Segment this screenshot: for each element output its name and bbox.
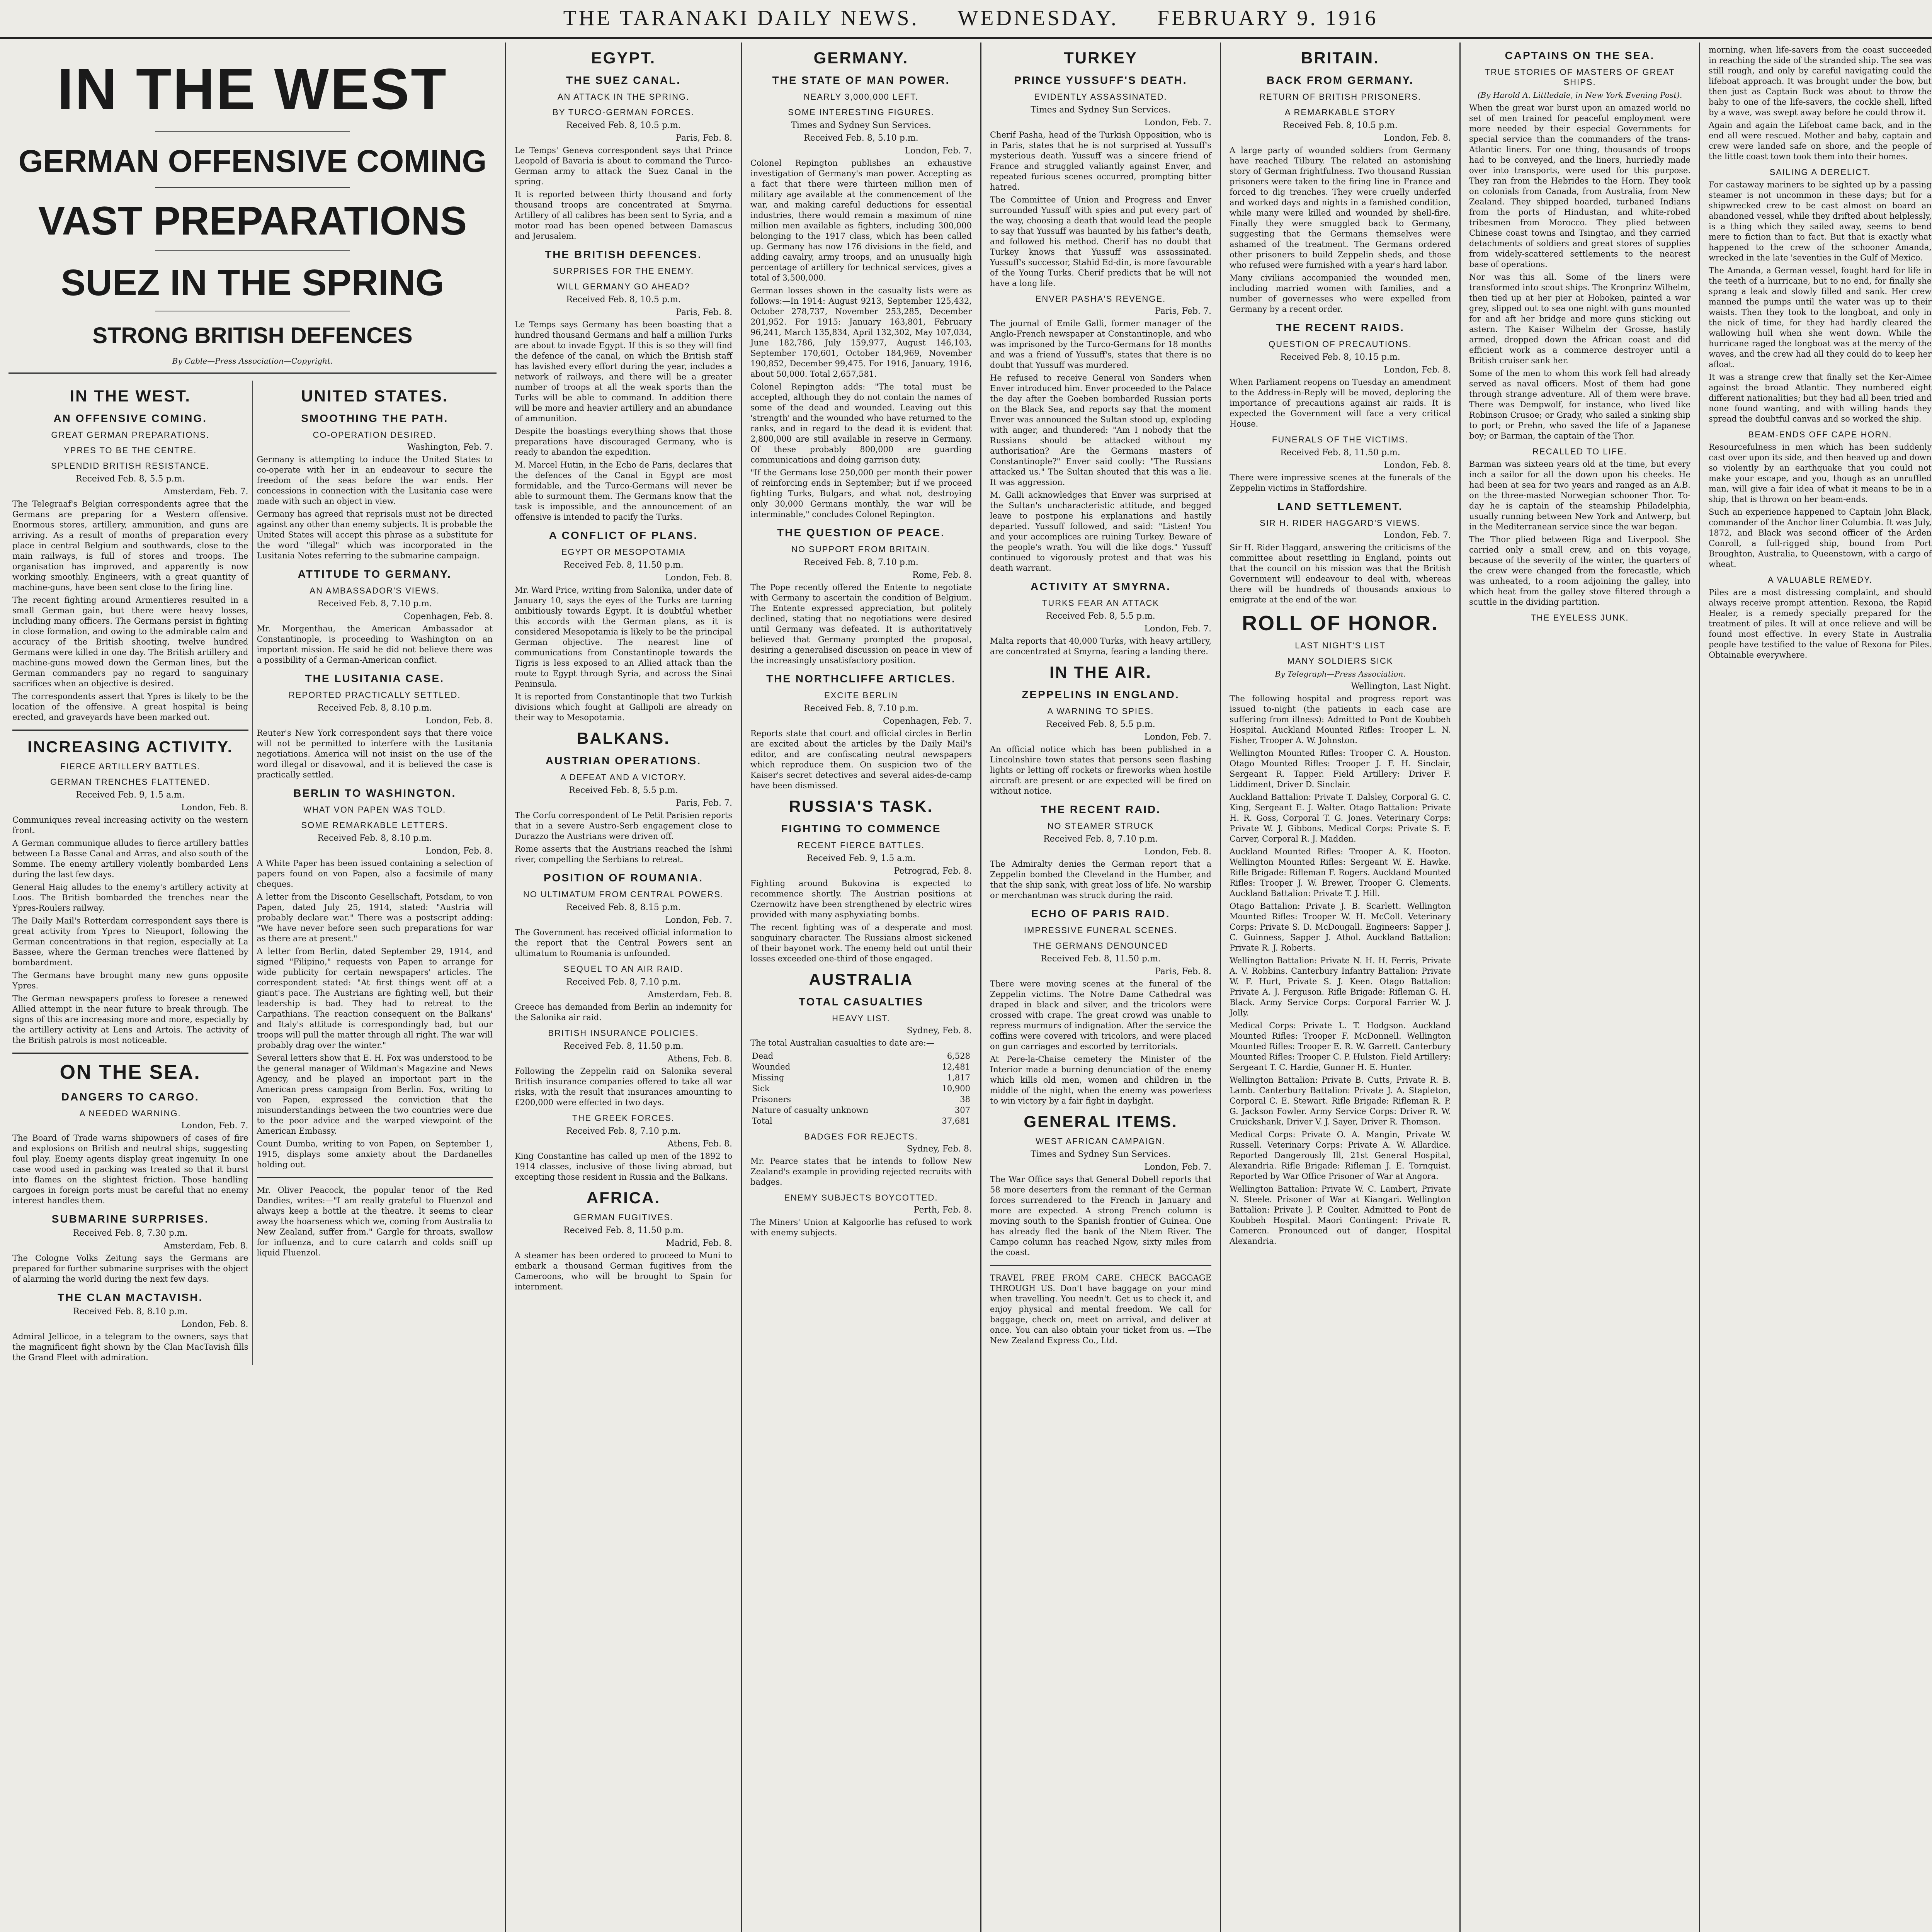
article-subheading: AN AMBASSADOR'S VIEWS. [310, 586, 440, 595]
article-subheading: MANY SOLDIERS SICK [1287, 656, 1393, 666]
received-line: Received Feb. 8, 11.50 p.m. [1280, 448, 1400, 457]
article-paragraph: A German communique alludes to fierce artillery battles between La Basse Canal and Arras, and also south of the Somme. The enemy artillery violently bombarded Lens during the last few days. [12, 838, 248, 879]
article-subheading: RETURN OF BRITISH PRISONERS. [1259, 92, 1422, 102]
place-line: London, Feb. 8. [181, 803, 248, 813]
article-subheading: THE SUEZ CANAL. [566, 74, 681, 86]
article-subheading: EGYPT OR MESOPOTAMIA [561, 547, 686, 557]
place-line: London, Feb. 7. [1144, 624, 1211, 634]
place-line: London, Feb. 7. [1384, 531, 1451, 540]
article-paragraph: Medical Corps: Private O. A. Mangin, Private W. Russell. Veterinary Corps: Private A. W. Allardice. Reported Dangerously Ill, 21st General Hospital, Alexandria. Rifle Brigade: Rifleman J. E. Tornquist. Reported by War Office Prisoner of War at Angora. [1230, 1130, 1451, 1181]
article-paragraph: A letter from Berlin, dated September 29, 1914, and signed "Filipino," requests von Papen to arrange for wide publicity for certain newspapers' articles. The correspondent stated: "At first things went off at a giant's pace. The Austrians are fighting well, but their leadership is bad. They had to retreat to the Carpathians. The reaction consequent on the Balkans' and Italy's attitude is correspondingly bad, but our troops will pull the matter through all right. The war will probably drag over the winter." [257, 947, 493, 1050]
article-paragraph: The Telegraaf's Belgian correspondents agree that the Germans are preparing for a Western offensive. Enormous stores, artillery, ammunition, and guns are arriving. As a result of months of preparation every place in central Belgium and southwards, close to the main railways, is full of stores and troops. The organisation has improved, and apparently is now working smoothly. Engineers, with a great quantity of machine-guns, have been sent close to the firing line. [12, 499, 248, 592]
casualty-value: 1,817 [947, 1073, 970, 1082]
section-heading: BEAM-ENDS OFF CAPE HORN. [1748, 430, 1892, 439]
received-line: Received Feb. 8, 8.10 p.m. [317, 833, 432, 843]
article-subheading: QUESTION OF PRECAUTIONS. [1269, 339, 1412, 349]
place-line: Athens, Feb. 8. [667, 1054, 732, 1064]
advertisement-travel: TRAVEL FREE FROM CARE. CHECK BAGGAGE THROUGH US. Don't have baggage on your mind when travelling. You needn't. Get us to check it, and enjoy physical and mental freedom. We call for baggage, check on, meet on arrival, and deliver at once. You can also obtain your ticket from us. —The New Zealand Express Co., Ltd. [990, 1273, 1211, 1345]
masthead-date: FEBRUARY 9. 1916 [1157, 6, 1378, 30]
article-paragraph: Piles are a most distressing complaint, and should always receive prompt attention. Rexona, the Rapid Healer, is a remedy specially prepared for the treatment of piles. It will at once relieve and will be found most effective. In every State in Australia people have testified to the value of Rexona for Piles. Obtainable everywhere. [1709, 588, 1932, 660]
place-line: London, Feb. 8. [425, 716, 493, 726]
article-subheading: AN ATTACK IN THE SPRING. [557, 92, 690, 102]
article-paragraph: Germany has agreed that reprisals must not be directed against any other than enemy subjects. It is probable the United States will accept this phrase as a substitute for the word "illegal" which was incorporated in the Lusitania Notes referring to the submarine campaign. [257, 509, 493, 560]
article-paragraph: It is reported from Constantinople that two Turkish divisions which fought at Gallipoli are already on their way to Mesopotamia. [515, 692, 732, 722]
article-paragraph: Admiral Jellicoe, in a telegram to the owners, says that the magnificent fight shown by the Clan MacTavish fills the Grand Fleet with admiration. [12, 1332, 248, 1362]
article-paragraph: Mr. Ward Price, writing from Salonika, under date of January 10, says the eyes of the Turks are turning ambitiously towards Egypt. It is doubtful whether this accords with the German plans, as it is considered Mesopotamia is likely to be the principal German objective. The nearest line of communications from Constantinople towards the Tigris is less exposed to an Allied attack than the route to Egypt through Syria, and across the Sinai Peninsula. [515, 585, 732, 689]
casualty-label: Dead [752, 1051, 774, 1061]
article-subheading: NO SUPPORT FROM BRITAIN. [791, 544, 931, 554]
article-heading: ECHO OF PARIS RAID. [1031, 908, 1170, 920]
article-paragraph: A letter from the Disconto Gesellschaft, Potsdam, to von Papen, dated July 25, 1914, stated: "Austria will probably declare war." There was a postscript adding: "We have never before seen such preparations for war as there are at present." [257, 892, 493, 943]
article-heading: BRITISH INSURANCE POLICIES. [548, 1028, 699, 1038]
place-line: Rome, Feb. 8. [912, 570, 972, 580]
article-subheading: WEST AFRICAN CAMPAIGN. [1036, 1136, 1166, 1146]
place-line: Petrograd, Feb. 8. [894, 866, 972, 876]
article-subheading: SOME REMARKABLE LETTERS. [301, 820, 449, 830]
divider [257, 1177, 493, 1178]
article-subheading: DANGERS TO CARGO. [61, 1091, 199, 1103]
article-paragraph: The Germans have brought many new guns opposite Ypres. [12, 971, 248, 990]
article-paragraph: Wellington Battalion: Private B. Cutts, Private R. B. Lamb. Canterbury Battalion: Private J. A. Stapleton, Corporal C. E. Stewart. Rifle Brigade: Rifleman R. P. G. Jackson Fowler. Army Service Corps: Driver R. W. Cruickshank, Driver V. J. Sayer, Driver R. Thomson. [1230, 1075, 1451, 1126]
divider [9, 372, 497, 374]
article-heading: BERLIN TO WASHINGTON. [293, 787, 456, 799]
place-line: Wellington, Last Night. [1351, 682, 1451, 691]
article-paragraph: A steamer has been ordered to proceed to Muni to embark a thousand German fugitives from the Cameroons, who will be brought to Spain for internment. [515, 1251, 732, 1291]
article-paragraph: Malta reports that 40,000 Turks, with heavy artillery, are concentrated at Smyrna, fearing a landing there. [990, 636, 1211, 656]
article-paragraph: There were moving scenes at the funeral of the Zeppelin victims. The Notre Dame Cathedral was draped in black and silver, and the tricolors were crossed with crape. The great crowd was unable to repress murmurs of indignation. After the service the coffins were covered with tricolors, and were placed on gun carriages and escorted by territorials. [990, 979, 1211, 1051]
article-heading: FUNERALS OF THE VICTIMS. [1272, 435, 1409, 444]
place-line: Paris, Feb. 8. [1155, 967, 1211, 976]
source-line: Times and Sydney Sun Services. [1031, 1150, 1171, 1159]
article-paragraph: The Committee of Union and Progress and Enver surrounded Yussuff with spies and put every part of the way, choosing a death that would lead the people to say that Yussuff was haunted by his father's death, and followed his method. Cherif has no doubt that Turkey knows that Yussuff was assassinated. Yussuff's successor, Stahid Ed-din, is more favourable of the Young Turks. Cherif predicts that he will not have a long life. [990, 195, 1211, 288]
article-paragraph: Rome asserts that the Austrians reached the Ishmi river, compelling the Serbians to retreat. [515, 844, 732, 864]
article-subheading: TURKS FEAR AN ATTACK [1042, 598, 1160, 608]
article-paragraph: Nor was this all. Some of the liners were transformed into scout ships. The Kronprinz Wilhelm, then tied up at her pier at Hoboken, painted a war grey, slipped out to sea one night with guns mounted for and aft her bridge and more guns sticking out astern. The Kaiser Wilhelm der Grosse, hastily armed, dropped down the African coast and did efficient work as a commerce destroyer until a British cruiser sank her. [1469, 272, 1690, 365]
article-subheading: EVIDENTLY ASSASSINATED. [1034, 92, 1167, 102]
banner-strong-defences: STRONG BRITISH DEFENCES [92, 323, 413, 348]
article-heading: ON THE SEA. [60, 1061, 201, 1083]
place-line: Amsterdam, Feb. 7. [163, 487, 248, 497]
article-paragraph: For castaway mariners to be sighted up by a passing steamer is not uncommon in these days; but for a shipwrecked crew to be cast almost on board an abandoned vessel, while they drifted about helplessly, is a thing which they sailed away, seems to bend mere to fiction than to fact. But that is exactly what happened to the crew of the schooner Amanda, wrecked in the late 'seventies in the Gulf of Mexico. [1709, 180, 1932, 262]
article-paragraph: Communiques reveal increasing activity on the western front. [12, 815, 248, 835]
divider [155, 131, 350, 132]
article-heading: AFRICA. [586, 1189, 661, 1207]
place-line: London, Feb. 7. [181, 1121, 248, 1131]
article-paragraph: The German newspapers profess to foresee a renewed Allied attempt in the near future to break through. The signs of this are increasing more and more, especially by the artillery activity at Lens and Artois. The activity of the British patrols is most noticeable. [12, 994, 248, 1045]
received-line: Received Feb. 8, 5.5 p.m. [1046, 611, 1155, 621]
article-heading: POSITION OF ROUMANIA. [544, 872, 703, 884]
article-paragraph: Sir H. Rider Haggard, answering the criticisms of the committee about resettling in England, points out that the council on his mission was that the British Government will endeavour to deal with, whereas there will be hundreds of thousands anxious to emigrate at the end of the war. [1230, 543, 1451, 604]
received-line: Received Feb. 8, 11.50 p.m. [563, 1226, 684, 1235]
article-paragraph: The correspondents assert that Ypres is likely to be the location of the offensive. A great hospital is being erected, and graveyards have been marked out. [12, 692, 248, 722]
casualty-label: Wounded [752, 1062, 791, 1071]
casualty-label: Nature of casualty unknown [752, 1105, 869, 1115]
article-subheading: SURPRISES FOR THE ENEMY. [553, 266, 694, 276]
article-paragraph: An official notice which has been published in a Lincolnshire town states that persons seen flashing lights or letting off rockets or fireworks when hostile aircraft are present or are expected will be fired on without notice. [990, 745, 1211, 796]
article-paragraph: Auckland Battalion: Private T. Dalsley, Corporal G. C. King, Sergeant E. J. Walter. Otago Battalion: Private H. R. Goss, Corporal T. G. Jones. Veterinary Corps: Private W. J. Gibbons. Medical Corps: Private S. F. Carver, Corporal R. J. Madden. [1230, 793, 1451, 844]
column-1a [9, 381, 253, 1365]
article-subheading: AUSTRIAN OPERATIONS. [545, 755, 702, 767]
article-paragraph: M. Galli acknowledges that Enver was surprised at the Sultan's uncharacteristic attitude, and begged leave to postpone his explanations and hastily departed. Yussuff followed, and said: "Listen! You and your accomplices are ruining Turkey. Beware of the people's wrath. You will die like dogs." Yussuff continued to vigorously protest and that was his death warrant. [990, 490, 1211, 573]
article-paragraph: Germany is attempting to induce the United States to co-operate with her in an endeavour to secure the freedom of the seas before the war ends. Her concessions in connection with the Lusitania case were made with such an object in view. [257, 455, 493, 506]
article-paragraph: The journal of Emile Galli, former manager of the Anglo-French newspaper at Constantinople, and who was imprisoned by the Turco-Germans for 18 months and was a friend of Yussuff's, states that there is no doubt that Yussuff was murdered. [990, 319, 1211, 370]
place-line: Sydney, Feb. 8. [906, 1026, 972, 1036]
article-paragraph: Following the Zeppelin raid on Salonika several British insurance companies offered to take all war risks, with the result that insurances amounting to £200,000 were effected in two days. [515, 1066, 732, 1107]
article-heading: BADGES FOR REJECTS. [804, 1132, 918, 1141]
article-subheading: GERMAN FUGITIVES. [573, 1213, 673, 1222]
byline: By Telegraph—Press Association. [1275, 669, 1406, 679]
article-heading: CAPTAINS ON THE SEA. [1505, 49, 1655, 61]
article-subheading: SIR H. RIDER HAGGARD'S VIEWS. [1260, 518, 1421, 528]
article-subheading: SOME INTERESTING FIGURES. [788, 107, 934, 117]
casualty-row [750, 1061, 972, 1072]
received-line: Received Feb. 8, 7.10 p.m. [804, 704, 918, 713]
article-paragraph: When Parliament reopens on Tuesday an amendment to the Address-in-Reply will be moved, deploring the importance of precautions against air raids. It is expected the Government will face a very critical House. [1230, 378, 1451, 429]
received-line: Received Feb. 8, 5.5 p.m. [569, 786, 678, 795]
article-subheading: TOTAL CASUALTIES [799, 996, 923, 1008]
casualty-label: Missing [752, 1073, 784, 1082]
article-paragraph: "If the Germans lose 250,000 per month their power of reinforcing ends in September; but if we proceed fighting Turks, Bulgars, and what not, destroying only 30,000 Germans monthly, the war will be interminable," concludes Colonel Repington. [750, 468, 972, 519]
place-line: Sydney, Feb. 8. [906, 1144, 972, 1154]
article-paragraph: Despite the boastings everything shows that those preparations have discouraged Germany, who is ready to abandon the expedition. [515, 427, 732, 457]
article-paragraph: Greece has demanded from Berlin an indemnity for the Salonika air raid. [515, 1002, 732, 1022]
article-subheading: AN OFFENSIVE COMING. [53, 412, 207, 424]
casualty-row [750, 1083, 972, 1094]
casualty-value: 37,681 [942, 1116, 970, 1126]
received-line: Received Feb. 8, 5.10 p.m. [804, 133, 918, 143]
received-line: Received Feb. 8, 10.5 p.m. [1283, 121, 1398, 130]
article-paragraph: Reports state that court and official circles in Berlin are excited about the articles by the Daily Mail's editor, and are confiscating neutral newspapers which reproduce them. On suspicion two of the Kaiser's secret detectives and several aides-de-camp have been dismissed. [750, 729, 972, 790]
article-subheading: EXCITE BERLIN [824, 690, 898, 700]
article-paragraph: The War Office says that General Dobell reports that 58 more deserters from the remnant of the German forces surrendered to the French in January and more are expected. A strong French column is moving south to the Spanish frontier of Guinea. One has already fled the bank of the Ntem River. The Campo column has reached Ngow, sixty miles from the coast. [990, 1175, 1211, 1257]
article-subheading: HEAVY LIST. [832, 1014, 890, 1023]
article-paragraph: Colonel Repington adds: "The total must be accepted, although they do not contain the names of some of the dead and wounded. Leaving out this 'strength' and the wounded who have returned to the ranks, and in regard to the dead it is evident that 2,800,000 are still available in reserve in Germany. Of these probably 800,000 are guarding communications and doing garrison duty. [750, 382, 972, 464]
casualty-row [750, 1094, 972, 1105]
article-heading: GENERAL ITEMS. [1024, 1112, 1178, 1131]
article-subheading: SPLENDID BRITISH RESISTANCE. [51, 461, 210, 471]
article-paragraph: Fighting around Bukovina is expected to recommence shortly. The Austrian positions at Czernowitz have been strengthened by electric wires provided with many asphyxiating bombs. [750, 879, 972, 919]
article-paragraph: morning, when life-savers from the coast succeeded in reaching the side of the stranded ship. The sea was still rough, and only by careful navigating could the lifeboat approach. It was brought under the bow, but then just as Captain Buck was about to throw the baby to one of the life-savers, the cockle shell, lifted by a wave, was swept away before he could throw it. [1709, 45, 1932, 117]
casualty-row [750, 1051, 972, 1061]
divider [155, 187, 350, 188]
casualty-row [750, 1116, 972, 1126]
article-paragraph: Several letters show that E. H. Fox was understood to be the general manager of Wildman's Magazine and News Agency, and he played an important part in the American press campaign from Berlin. Fox, writing to von Papen, expressed the conviction that the misunderstandings between the two countries were due to the poor advice and the warped viewpoint of the American Embassy. [257, 1053, 493, 1136]
article-heading: ENVER PASHA'S REVENGE. [1035, 294, 1166, 304]
received-line: Received Feb. 8, 8.15 p.m. [566, 903, 681, 912]
article-heading: THE LUSITANIA CASE. [305, 672, 444, 684]
article-subheading: THE GERMANS DENOUNCED [1032, 941, 1169, 951]
article-subheading: BACK FROM GERMANY. [1267, 74, 1414, 86]
article-heading: TURKEY [1064, 49, 1138, 67]
casualty-row [750, 1072, 972, 1083]
article-heading: THE GREEK FORCES. [572, 1113, 675, 1123]
divider [12, 1053, 248, 1054]
article-paragraph: The Admiralty denies the German report that a Zeppelin bombed the Cleveland in the Humber, and that the ship sank, with great loss of life. No warship or merchantman was struck during the raid. [990, 859, 1211, 900]
received-line: Received Feb. 9, 1.5 a.m. [806, 854, 916, 863]
casualty-label: Prisoners [752, 1095, 791, 1104]
article-paragraph: The Board of Trade warns shipowners of cases of fire and explosions on British and neutral ships, suggesting foul play. Enemy agents display great ingenuity. In one case wood used in packing was treated so that it burst into flames on the slightest friction. Those handling cargoes in foreign ports must be careful that no enemy interest handles them. [12, 1133, 248, 1205]
article-heading: ENEMY SUBJECTS BOYCOTTED. [784, 1193, 938, 1202]
place-line: London, Feb. 7. [1144, 1162, 1211, 1172]
article-subheading: PRINCE YUSSUFF'S DEATH. [1014, 74, 1187, 86]
article-heading: THE RECENT RAID. [1041, 803, 1161, 815]
divider [12, 730, 248, 731]
casualty-label: Total [752, 1116, 772, 1126]
article-subheading: IMPRESSIVE FUNERAL SCENES. [1024, 925, 1178, 935]
source-line: Times and Sydney Sun Services. [791, 121, 931, 130]
article-subheading: BY TURCO-GERMAN FORCES. [553, 107, 694, 117]
place-line: London, Feb. 7. [905, 146, 972, 156]
article-paragraph: Cherif Pasha, head of the Turkish Opposition, who is in Paris, states that he is not surprised at Yussuff's mysterious death. Yussuff was a sincere friend of France and struggled valiantly against Enver, and repeated furious scenes occurred, prompting bitter hatred. [990, 130, 1211, 192]
article-subheading: ZEPPELINS IN ENGLAND. [1022, 689, 1180, 701]
divider [155, 250, 350, 251]
article-paragraph: Barman was sixteen years old at the time, but every inch a sailor for all the down upon his cheeks. He had been at sea for two years and ranged as an A.B. on the three-masted Norwegian schooner Thor. To-day he is captain of the steamship Philadelphia, usually running between New York and Antwerp, but in the Mediterranean service since the war began. [1469, 459, 1690, 531]
column-britain [1221, 43, 1461, 1932]
article-subheading: CO-OPERATION DESIRED. [313, 430, 437, 440]
place-line: Amsterdam, Feb. 8. [648, 990, 732, 1000]
article-subheading: REPORTED PRACTICALLY SETTLED. [288, 690, 461, 700]
column-1b [253, 381, 497, 1365]
article-paragraph: The Cologne Volks Zeitung says the Germans are prepared for further submarine surprises with the object of alarming the world during the next few days. [12, 1253, 248, 1284]
article-heading: THE NORTHCLIFFE ARTICLES. [766, 673, 956, 685]
article-heading: UNITED STATES. [301, 387, 449, 405]
article-subheading: SMOOTHING THE PATH. [301, 412, 449, 424]
column-captains [1461, 43, 1700, 1932]
article-heading: IN THE AIR. [1049, 663, 1152, 681]
article-paragraph: The recent fighting around Armentieres resulted in a small German gain, but there were heavy losses, including many officers. The Germans persist in fighting in close formation, and owing to the admirable calm and accuracy of the British shooting, twelve hundred Germans were killed in one day. The British artillery and machine-guns mowed down the German lines, but the German commanders pay no regard to sanguinary sacrifices when an objective is desired. [12, 595, 248, 688]
article-paragraph: The recent fighting was of a desperate and most sanguinary character. The Russians almost sickened of their bayonet work. The enemy held out until their losses exceeded one-third of those engaged. [750, 923, 972, 963]
received-line: Received Feb. 8, 7.10 p.m. [804, 558, 918, 567]
article-heading: SEQUEL TO AN AIR RAID. [563, 964, 684, 974]
article-paragraph: Many civilians accompanied the wounded men, including married women with families, and a number of governesses who were expelled from Germany by a recent order. [1230, 273, 1451, 314]
article-paragraph: It is reported between thirty thousand and forty thousand troops are concentrated at Smyrna. Artillery of all calibres has been sent to Syria, and a motor road has been opened between Damascus and Jerusalem. [515, 190, 732, 241]
place-line: Perth, Feb. 8. [913, 1205, 972, 1215]
masthead-paper: THE TARANAKI DAILY NEWS. [563, 6, 919, 30]
place-line: London, Feb. 7. [1144, 118, 1211, 128]
article-subheading: A DEFEAT AND A VICTORY. [560, 772, 687, 782]
received-line: Received Feb. 8, 10.15 p.m. [1280, 352, 1400, 362]
article-heading: THE RECENT RAIDS. [1276, 321, 1405, 333]
article-paragraph: King Constantine has called up men of the 1892 to 1914 classes, inclusive of those living abroad, but excepting those resident in Russia and the Balkans. [515, 1151, 732, 1182]
place-line: London, Feb. 8. [1384, 365, 1451, 375]
article-paragraph: Wellington Battalion: Private N. H. H. Ferris, Private A. V. Robbins. Canterbury Infantry Battalion: Private W. F. Hurt, Private S. J. Keen. Otago Battalion: Private A. J. Ferguson. Rifle Brigade: Rifleman G. H. Black. Army Service Corps: Corporal Farrier W. J. Jolly. [1230, 956, 1451, 1017]
article-heading: IN THE WEST. [70, 387, 191, 405]
article-paragraph: Otago Battalion: Private J. B. Scarlett. Wellington Mounted Rifles: Trooper W. H. McColl. Veterinary Corps: Private S. D. McDougall. Engineers: Sapper J. C. Guinness, Sapper J. Athol. Auckland Battalion: Private R. J. Roberts. [1230, 901, 1451, 952]
article-paragraph: There were impressive scenes at the funerals of the Zeppelin victims in Staffordshire. [1230, 473, 1451, 493]
article-paragraph: Mr. Morgenthau, the American Ambassador at Constantinople, is proceeding to Washington on an important mission. He said he did not believe there was a possibility of a German-American conflict. [257, 624, 493, 665]
received-line: Received Feb. 8, 11.50 p.m. [1041, 954, 1161, 964]
article-paragraph: Wellington Battalion: Private W. C. Lambert, Private N. Steele. Prisoner of War at Kiangari. Wellington Battalion: Private J. P. Coulter. Admitted to Pont de Koubbeh Hospital. Maori Contingent: Private R. Camercn. Pronounced out of danger, Hospital Alexandria. [1230, 1184, 1451, 1246]
article-paragraph: M. Marcel Hutin, in the Echo de Paris, declares that the defences of the Canal in Egypt are most formidable, and the Turco-Germans will never be able to surmount them. The Germans know that the task is impossible, and the announcement of an offensive is intended to pacify the Turks. [515, 460, 732, 522]
received-line: Received Feb. 8, 10.5 p.m. [566, 295, 681, 304]
casualty-value: 6,528 [947, 1051, 970, 1061]
article-paragraph: The total Australian casualties to date are:— [750, 1038, 934, 1048]
article-subheading: A NEEDED WARNING. [79, 1109, 181, 1118]
place-line: London, Feb. 8. [665, 573, 732, 583]
place-line: London, Feb. 7. [1144, 732, 1211, 742]
article-paragraph: The Corfu correspondent of Le Petit Parisien reports that in a severe Austro-Serb engagement close to Durazzo the Austrians were driven off. [515, 811, 732, 841]
column-egypt [506, 43, 742, 1932]
received-line: Received Feb. 8, 11.50 p.m. [563, 1041, 684, 1051]
banner-vast-preparations: VAST PREPARATIONS [38, 199, 467, 243]
article-heading: A CONFLICT OF PLANS. [549, 529, 698, 541]
article-paragraph: Medical Corps: Private L. T. Hodgson. Auckland Mounted Rifles: Trooper F. McDonnell. Wellington Mounted Rifles: Trooper E. R. W. Garrett. Canterbury Mounted Rifles: Trooper C. P. Hulston. Field Artillery: Sergeant T. C. Hardie, Gunner H. E. Hunter. [1230, 1021, 1451, 1072]
article-subheading: A WARNING TO SPIES. [1047, 706, 1154, 716]
article-subheading: THE STATE OF MAN POWER. [772, 74, 950, 86]
place-line: Paris, Feb. 7. [676, 798, 732, 808]
banner-in-the-west: IN THE WEST [57, 56, 448, 121]
casualty-value: 10,900 [942, 1084, 970, 1093]
article-heading: ROLL OF HONOR. [1242, 612, 1439, 635]
place-line: London, Feb. 8. [181, 1320, 248, 1329]
banner-suez-spring: SUEZ IN THE SPRING [61, 262, 444, 303]
advertisement-fluenzol: Mr. Oliver Peacock, the popular tenor of the Red Dandies, writes:—"I am really grateful to Fluenzol and always keep a bottle at the theatre. It seems to clear away the hoarseness which we, coming from Australia to New Zealand, suffer from." Gargle for throats, swallow for influenza, and to cure catarrh and colds sniff up liquid Fluenzol. [257, 1185, 493, 1257]
byline: By Cable—Press Association—Copyright. [172, 356, 333, 366]
received-line: Received Feb. 8, 11.50 p.m. [563, 560, 684, 570]
received-line: Received Feb. 8, 7.10 p.m. [317, 599, 432, 609]
article-paragraph: A large party of wounded soldiers from Germany have reached Tilbury. The related an astonishing story of German frightfulness. Two thousand Russian prisoners were taken to the firing line in France and forced to dig trenches. They were cruelly underfed and worked days and nights in a famished condition, while many were killed and wounded by shell-fire. Finally they were smuggled back to Germany, suggesting that the Germans themselves were ashamed of the treatment. The Germans ordered other prisoners to build Zeppelin sheds, and those who refused were furnished with a year's hard labor. [1230, 146, 1451, 270]
place-line: London, Feb. 8. [1384, 461, 1451, 470]
article-paragraph: Colonel Repington publishes an exhaustive investigation of Germany's man power. Accepting as a fact that there were thirteen million men of military age available at the commencement of the war, and making careful deductions for essential industries, there would remain a maximum of nine million men available as fighters, including 300,000 belonging to the 1917 class, which has been called up. Germany has now 176 divisions in the field, and adding cavalry, army troops, and an unusually high percentage of artillery for technical services, gives a total of 3,500,000. [750, 158, 972, 282]
article-subheading: A REMARKABLE STORY [1284, 107, 1396, 117]
received-line: Received Feb. 8, 10.5 p.m. [566, 121, 681, 130]
article-paragraph: The following hospital and progress report was issued to-night (the patients in each case are suffering from illness): Admitted to Pont de Koubbeh Hospital. Auckland Mounted Rifles: Trooper L. N. Fisher, Trooper A. W. Johnston. [1230, 694, 1451, 745]
article-subheading: RECENT FIERCE BATTLES. [797, 840, 925, 850]
article-heading: THE QUESTION OF PEACE. [777, 527, 945, 539]
casualty-row [750, 1105, 972, 1116]
place-line: London, Feb. 8. [1384, 133, 1451, 143]
place-line: London, Feb. 8. [425, 846, 493, 856]
section-heading: SAILING A DERELICT. [1769, 167, 1871, 177]
received-line: Received Feb. 8, 5.5 p.m. [1046, 719, 1155, 729]
article-subheading: WHAT VON PAPEN WAS TOLD. [303, 805, 446, 815]
banner-german-offensive: GERMAN OFFENSIVE COMING [18, 144, 487, 179]
place-line: Paris, Feb. 8. [676, 308, 732, 317]
received-line: Received Feb. 8, 8.10 p.m. [317, 703, 432, 713]
masthead [0, 0, 1932, 39]
article-heading: BRITAIN. [1301, 49, 1379, 67]
article-paragraph: Le Temps' Geneva correspondent says that Prince Leopold of Bavaria is about to command the Turco-German army to attack the Suez Canal in the spring. [515, 146, 732, 186]
article-subheading: GREAT GERMAN PREPARATIONS. [51, 430, 210, 440]
article-heading: INCREASING ACTIVITY. [27, 738, 233, 756]
article-paragraph: Again and again the Lifeboat came back, and in the end all were rescued. Mother and baby, captain and crew were landed safe on shore, and the people of the little coast town took them into their homes. [1709, 121, 1932, 161]
received-line: Received Feb. 8, 5.5 p.m. [75, 474, 185, 484]
article-paragraph: Auckland Mounted Rifles: Trooper A. K. Hooton. Wellington Mounted Rifles: Sergeant W. E. Hawke. Rifle Brigade: Rifleman F. Rogers. Auckland Mounted Rifles: Trooper J. W. Brewer, Trooper G. Clements. Auckland Battalion: Private T. J. Hill. [1230, 847, 1451, 898]
article-paragraph: The Government has received official information to the report that the Central Powers sent an ultimatum to Roumania is unfounded. [515, 928, 732, 958]
section-heading: THE EYELESS JUNK. [1531, 613, 1629, 622]
masthead-day: WEDNESDAY. [957, 6, 1119, 30]
place-line: Madrid, Feb. 8. [666, 1238, 732, 1248]
article-paragraph: The Daily Mail's Rotterdam correspondent says there is great activity from Ypres to Nieuport, following the German concentrations in that region, especially at La Bassee, where the German trenches were flattened by bombardment. [12, 916, 248, 967]
article-paragraph: A White Paper has been issued containing a selection of papers found on von Papen, also a facsimile of many cheques. [257, 859, 493, 889]
place-line: Copenhagen, Feb. 7. [883, 716, 972, 726]
received-line: Received Feb. 8, 7.10 p.m. [1043, 834, 1158, 844]
article-paragraph: Mr. Pearce states that he intends to follow New Zealand's example in providing rejected recruits with badges. [750, 1156, 972, 1187]
article-heading: AUSTRALIA [809, 970, 913, 988]
casualty-value: 307 [954, 1105, 970, 1115]
divider [990, 1265, 1211, 1266]
article-paragraph: The Amanda, a German vessel, fought hard for life in the teeth of a hurricane, but to no end, for finally she sprang a leak and slowly filled and sank. Her crew manned the pumps until the water was up to their waists. Then they took to the longboat, and only in the nick of time, for they had hardly cleared the wallowing hull when she went down. While the hurricane raged the longboat was at the mercy of the waves, and the crew had all they could do to keep her afloat. [1709, 266, 1932, 369]
article-paragraph: The Miners' Union at Kalgoorlie has refused to work with enemy subjects. [750, 1218, 972, 1237]
article-paragraph: It was a strange crew that finally set the Ker-Aimee against the broad Atlantic. They numbered eight different nationalities; but they had all been tried and none found wanting, and with willing hands they spread the doubtful canvas and so worked the ship. [1709, 372, 1932, 423]
article-paragraph: The Pope recently offered the Entente to negotiate with Germany to ascertain the condition of Belgium. The Entente expressed appreciation, but politely declined, stating that no negotiations were desired until Germany was defeated. It is authoritatively believed that Germany prompted the proposal, desiring a generalised discussion on peace in view of the increasingly unsatisfactory position. [750, 583, 972, 665]
article-paragraph: Some of the men to whom this work fell had already served as naval officers. Most of them had gone through strange adventure. All of them were brave. There was Dempwolf, for instance, who lived like Robinson Crusoe; or Grady, who sailed a sinking ship to port; or Prehn, who saved the life of a Japanese boy; or Barman, the captain of the Thor. [1469, 369, 1690, 440]
article-paragraph: German losses shown in the casualty lists were as follows:—In 1914: August 9213, September 125,432, October 278,737, November 253,285, December 201,952. For 1915: January 163,801, February 96,241, March 135,834, April 132,302, May 107,034, June 182,786, July 159,977, August 146,103, September 170,601, October 184,969, November 190,852, December 99,475. For 1916, January, 1916, about 50,000. Total 2,657,581. [750, 286, 972, 379]
place-line: Washington, Feb. 7. [407, 442, 493, 452]
received-line: Received Feb. 9, 1.5 a.m. [76, 790, 185, 800]
article-paragraph: Le Temps says Germany has been boasting that a hundred thousand Germans and half a million Turks are about to invade Egypt. If this is so they will find the defence of the canal, on which the British staff has lavished every effort during the year, includes a network of railways, and there will be a greater number of troops at all the weak sports than the Turks will be able to command. In addition there will be more and heavier artillery and an abundance of ammunition. [515, 320, 732, 423]
casualty-value: 12,481 [942, 1062, 970, 1071]
section-heading: A VALUABLE REMEDY. [1767, 575, 1873, 585]
place-line: London, Feb. 8. [1144, 847, 1211, 857]
article-subheading: NO STEAMER STRUCK [1047, 821, 1154, 831]
received-line: Received Feb. 8, 7.30 p.m. [73, 1228, 188, 1238]
received-line: Received Feb. 8, 7.10 p.m. [566, 1126, 681, 1136]
article-heading: RUSSIA'S TASK. [789, 797, 934, 815]
article-subheading: FIERCE ARTILLERY BATTLES. [60, 762, 201, 771]
received-line: Received Feb. 8, 7.10 p.m. [566, 977, 681, 987]
place-line: Paris, Feb. 7. [1155, 306, 1211, 316]
casualty-value: 38 [960, 1095, 970, 1104]
place-line: Paris, Feb. 8. [676, 133, 732, 143]
article-heading: THE CLAN MACTAVISH. [58, 1291, 203, 1303]
article-subheading: FIGHTING TO COMMENCE [781, 823, 941, 835]
article-subheading: LAST NIGHT'S LIST [1295, 641, 1386, 650]
column-germany [742, 43, 981, 1932]
article-subheading: GERMAN TRENCHES FLATTENED. [50, 777, 211, 787]
article-subheading: NEARLY 3,000,000 LEFT. [803, 92, 919, 102]
article-paragraph: Reuter's New York correspondent says that there voice will not be permitted to interfere with the Lusitania negotiations. America will not insist on the use of the word illegal or disavowal, and it is believed the case is practically settled. [257, 728, 493, 779]
article-paragraph: He refused to receive General von Sanders when Enver introduced him. Enver proceeded to the Palace the day after the Goeben bombarded Russian ports on the Black Sea, and reports say that the moment Enver was announced the Sultan stood up, exploding with anger, and thundered: "Am I nobody that the Russians should be attacked without my authorisation? Are the Germans masters of Constantinople?" Enver said coolly: "The Russians attacked us." The Sultan shouted that this was a lie. It was aggression. [990, 373, 1211, 487]
received-line: Received Feb. 8, 8.10 p.m. [73, 1307, 188, 1316]
article-paragraph: Such an experience happened to Captain John Black, commander of the Anchor liner Columbia. It was July, 1872, and Black was second officer of the Arden Conroll, a full-rigged ship, bound from Port Broughton, Australia, to Queenstown, with a cargo of wheat. [1709, 507, 1932, 569]
place-line: Copenhagen, Feb. 8. [403, 612, 493, 621]
source-line: Times and Sydney Sun Services. [1031, 105, 1171, 115]
section-heading: RECALLED TO LIFE. [1532, 447, 1627, 456]
article-heading: EGYPT. [591, 49, 656, 67]
byline: (By Harold A. Littledale, in New York Evening Post). [1477, 90, 1682, 100]
column-turkey [981, 43, 1221, 1932]
article-paragraph: Wellington Mounted Rifles: Trooper C. A. Houston. Otago Mounted Rifles: Trooper J. F. H. Sinclair, Sergeant R. Tapper. Field Artillery: Driver F. Liddiment, Driver D. Sinclair. [1230, 748, 1451, 789]
article-paragraph: Resourcefulness in men which has been suddenly cast over upon its side, and then heaved up and down so violently by an earthquake that you could not make your escape, and you, though as an unruffled man, will give a fair idea of what it means to be in a ship, that is thrown on her beam-ends. [1709, 442, 1932, 504]
article-heading: GERMANY. [813, 49, 909, 67]
article-heading: ACTIVITY AT SMYRNA. [1031, 580, 1171, 592]
article-heading: ATTITUDE TO GERMANY. [298, 568, 452, 580]
article-subheading: TRUE STORIES OF MASTERS OF GREAT SHIPS. [1485, 67, 1675, 87]
column-1 [0, 43, 506, 1932]
place-line: Amsterdam, Feb. 8. [163, 1241, 248, 1251]
casualty-table [750, 1051, 972, 1126]
article-heading: BALKANS. [577, 729, 670, 747]
place-line: London, Feb. 7. [665, 915, 732, 925]
article-paragraph: When the great war burst upon an amazed world no set of men trained for peaceful employment were more needed by their especial Governments for special service than the commanders of the trans-Atlantic liners. For one thing, thousands of troops had to be conveyed, and the liners, hurriedly made over into transports, were used for this purpose. They ran from the Hebrides to the Horn. They took on colonials from Canada, from Australia, from New Zealand. They shipped hoarded, turbaned Indians from the ports of Hindustan, and white-robed tribesmen from Morocco. They plied between Chinese coast towns and Tsingtao, and they carried detachments of soldiers and great stores of supplies from widely-scattered settlements to the nearest base of operations. [1469, 103, 1690, 269]
column-1-split [9, 381, 497, 1365]
article-paragraph: The Thor plied between Riga and Liverpool. She carried only a small crew, and on this voyage, because of the severity of the winter, the quarters of the crew were changed from the forecastle, which was unheated, to a room adjoining the galley, into which heat from the galley stove filtered through a scuttle in the dividing partition. [1469, 535, 1690, 607]
article-heading: LAND SETTLEMENT. [1277, 500, 1403, 512]
article-paragraph: At Pere-la-Chaise cemetery the Minister of the Interior made a burning denunciation of the enemy which kills old men, women and children in the middle of the night, when the enemy was powerless to win victory by a fair fight in daylight. [990, 1054, 1211, 1105]
article-subheading: NO ULTIMATUM FROM CENTRAL POWERS. [523, 889, 724, 899]
article-heading: SUBMARINE SURPRISES. [51, 1213, 209, 1225]
casualty-label: Sick [752, 1084, 770, 1093]
article-subheading: YPRES TO BE THE CENTRE. [64, 446, 197, 455]
column-8 [1700, 43, 1932, 1932]
article-paragraph: Count Dumba, writing to von Papen, on September 1, 1915, displays some anxiety about the Dardanelles holding out. [257, 1139, 493, 1169]
article-subheading: WILL GERMANY GO AHEAD? [557, 282, 690, 291]
article-heading: THE BRITISH DEFENCES. [545, 248, 702, 260]
article-paragraph: General Haig alludes to the enemy's artillery activity at Loos. The British bombarded the trenches near the Ypres-Roulers railway. [12, 883, 248, 913]
place-line: Athens, Feb. 8. [667, 1139, 732, 1149]
